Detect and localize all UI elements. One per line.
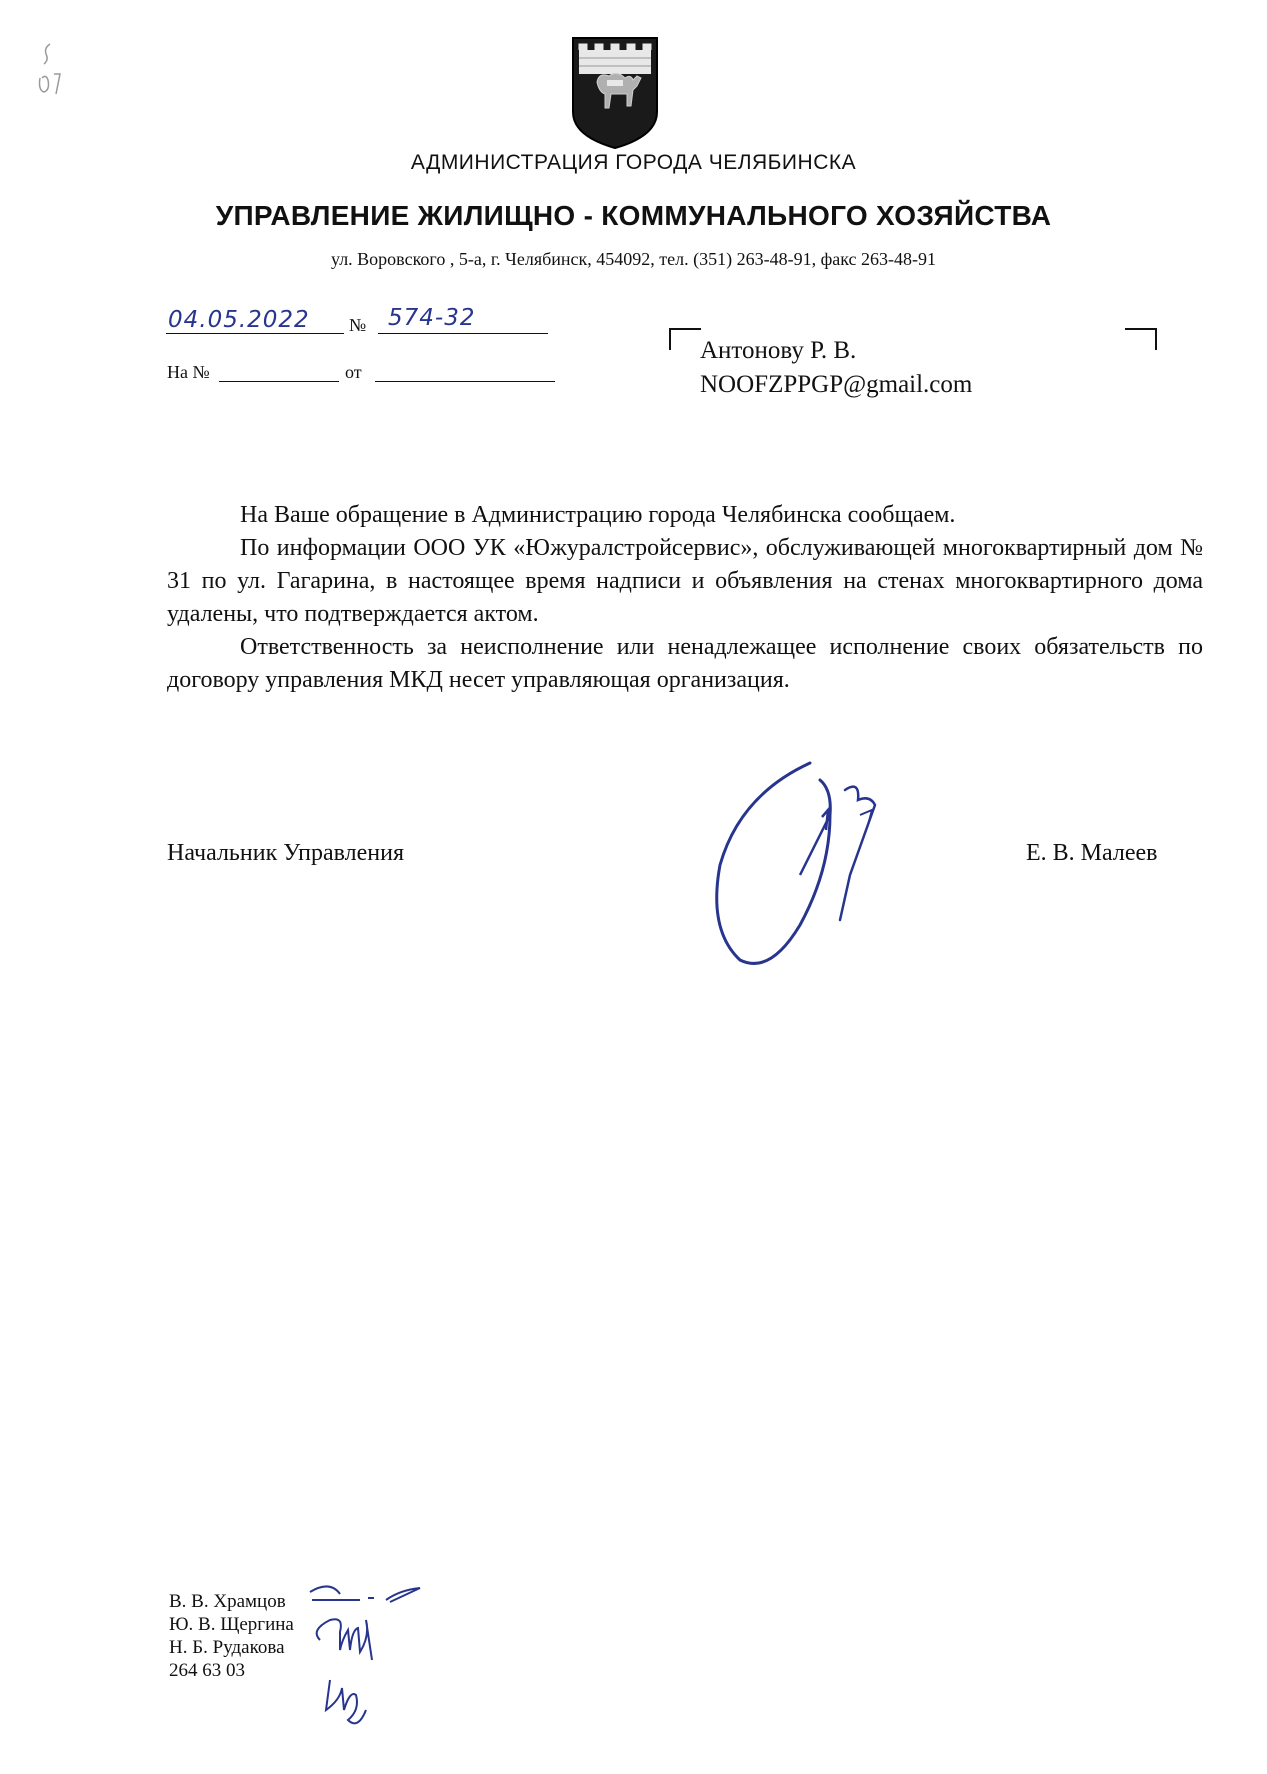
camel-crest-icon <box>567 32 663 150</box>
number-label: № <box>349 315 367 335</box>
executor-name: В. В. Храмцов <box>169 1591 286 1612</box>
letter-body <box>167 499 1203 697</box>
department-name: УПРАВЛЕНИЕ ЖИЛИЩНО - КОММУНАЛЬНОГО ХОЗЯЙСТВА <box>215 200 1052 231</box>
executor-name: Н. Б. Рудакова <box>169 1637 285 1658</box>
department-address: ул. Воровского , 5-а, г. Челябинск, 454092, тел. (351) 263-48-91, факс 263-48-91 <box>330 249 937 269</box>
recipient-bracket-right <box>1125 328 1157 350</box>
body-paragraph: По информации ООО УК «Южуралстройсервис», обслуживающей многоквартирный дом № 31 по ул. Гагарина, в настоящее время надписи и объявления на стенах многоквартирного дома удалены, что подтверждается актом. <box>167 535 1203 627</box>
executor-name: Ю. В. Щергина <box>169 1614 294 1635</box>
signer-position: Начальник Управления <box>167 840 404 866</box>
executor-signatures <box>300 1570 440 1740</box>
letter-number: 574-32 <box>388 305 476 331</box>
number-underline <box>378 333 548 334</box>
executor-phone: 264 63 03 <box>169 1660 245 1681</box>
recipient-bracket-left <box>669 328 701 350</box>
reply-date-line <box>375 381 555 382</box>
administration-name: АДМИНИСТРАЦИЯ ГОРОДА ЧЕЛЯБИНСКА <box>410 151 857 174</box>
letter-date: 04.05.2022 <box>168 307 310 333</box>
reply-to-label: На № <box>167 362 210 382</box>
date-underline <box>166 333 344 334</box>
from-label: от <box>345 362 362 382</box>
recipient-name: Антонову Р. В. <box>700 337 857 364</box>
corner-handwritten-mark <box>36 38 76 98</box>
recipient-email: NOOFZPPGP@gmail.com <box>700 371 973 398</box>
handwritten-signature <box>700 755 920 975</box>
body-paragraph: Ответственность за неисполнение или ненадлежащее исполнение своих обязательств по договору управления МКД несет управляющая организация. <box>167 634 1203 693</box>
body-paragraph: На Ваше обращение в Администрацию города Челябинска сообщаем. <box>240 502 956 528</box>
reply-number-line <box>219 381 339 382</box>
signer-name: Е. В. Малеев <box>1026 840 1158 866</box>
